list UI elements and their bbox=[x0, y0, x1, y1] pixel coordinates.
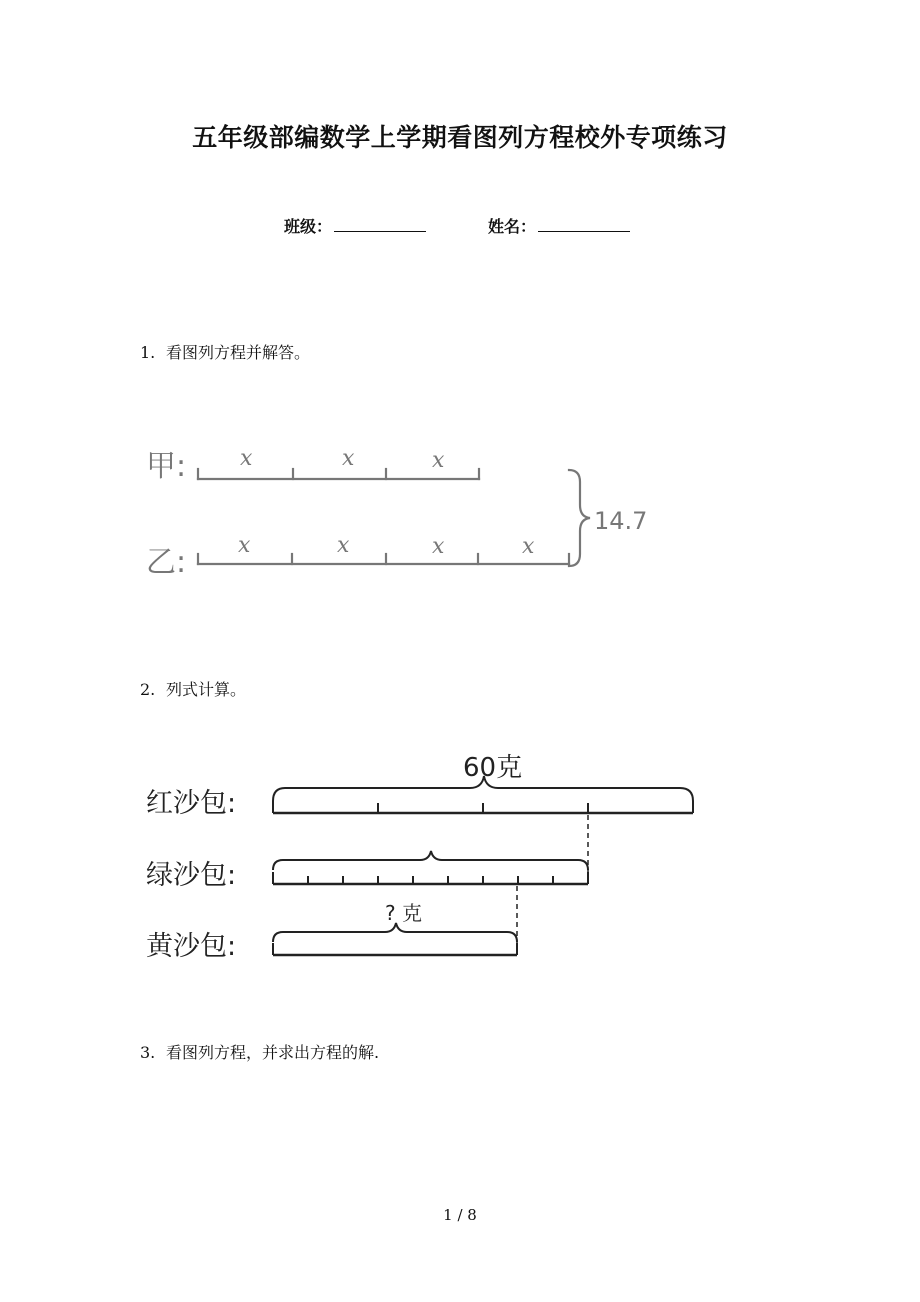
red-total-label: 60克 bbox=[463, 753, 523, 783]
question-text: 看图列方程，并求出方程的解. bbox=[166, 1043, 380, 1062]
question-number: 2. bbox=[140, 680, 156, 699]
class-label: 班级： bbox=[284, 217, 333, 236]
page-title: 五年级部编数学上学期看图列方程校外专项练习 bbox=[192, 123, 728, 152]
row-b-label: 乙: bbox=[146, 545, 187, 580]
green-sandbag-label: 绿沙包: bbox=[146, 860, 237, 891]
segment-label: x bbox=[337, 533, 350, 558]
segment-label: x bbox=[432, 448, 445, 473]
green-brace bbox=[273, 851, 588, 870]
question-text: 列式计算。 bbox=[166, 680, 247, 699]
question-text: 看图列方程并解答。 bbox=[166, 343, 311, 362]
segment-label: x bbox=[240, 446, 253, 471]
name-label: 姓名： bbox=[488, 217, 537, 236]
question-number: 3. bbox=[140, 1043, 156, 1062]
yellow-question-label: ? 克 bbox=[385, 901, 422, 925]
segment-label: x bbox=[238, 533, 251, 558]
yellow-brace bbox=[273, 923, 517, 942]
question-number: 1. bbox=[140, 343, 156, 362]
yellow-sandbag-label: 黄沙包: bbox=[146, 931, 237, 962]
red-sandbag-label: 红沙包: bbox=[146, 788, 237, 819]
page-number: 1 / 8 bbox=[443, 1206, 477, 1224]
row-a-label: 甲: bbox=[146, 449, 187, 484]
segment-label: x bbox=[432, 534, 445, 559]
segment-label: x bbox=[342, 446, 355, 471]
segment-label: x bbox=[522, 534, 535, 559]
total-value: 14.7 bbox=[594, 507, 648, 535]
